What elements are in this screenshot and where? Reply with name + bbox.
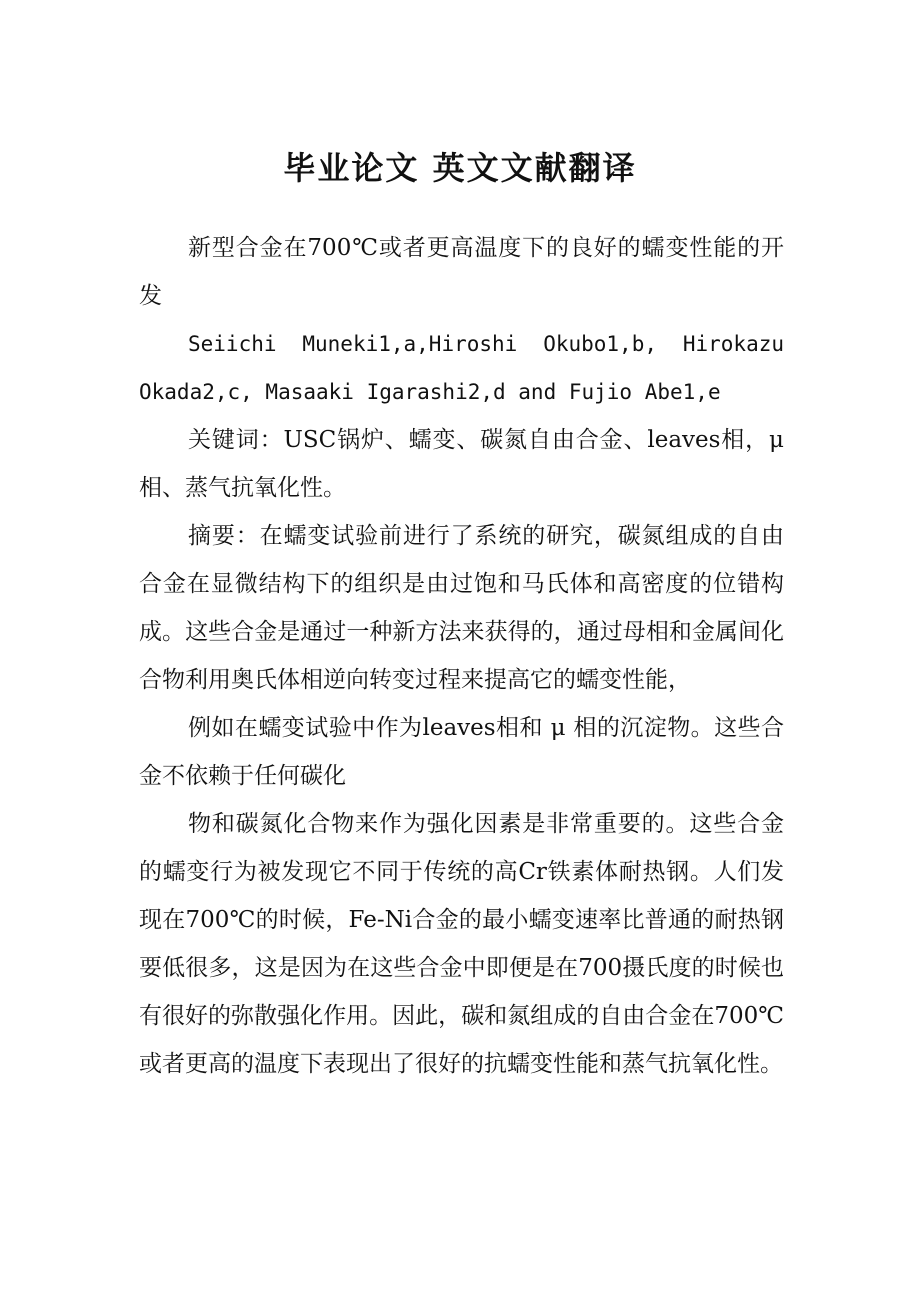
paper-title-paragraph: 新型合金在700℃或者更高温度下的良好的蠕变性能的开发	[139, 235, 784, 309]
example-paragraph: 例如在蠕变试验中作为leaves相和 μ 相的沉淀物。这些合金不依赖于任何碳化	[139, 715, 784, 789]
abstract-paragraph: 摘要：在蠕变试验前进行了系统的研究，碳氮组成的自由合金在显微结构下的组织是由过饱和马氏体和高密度的位错构成。这些合金是通过一种新方法来获得的，通过母相和金属间化合物利用奥氏体相逆向转变过程来提高它的蠕变性能，	[139, 523, 784, 693]
conclusion-paragraph: 物和碳氮化合物来作为强化因素是非常重要的。这些合金的蠕变行为被发现它不同于传统的高Cr铁素体耐热钢。人们发现在700℃的时候，Fe-Ni合金的最小蠕变速率比普通的耐热钢要低很多，这是因为在这些合金中即便是在700摄氏度的时候也有很好的弥散强化作用。因此，碳和氮组成的自由合金在700℃或者更高的温度下表现出了很好的抗蠕变性能和蒸气抗氧化性。	[139, 811, 784, 1077]
document-title: 毕业论文 英文文献翻译	[283, 149, 637, 187]
authors-paragraph: Seiichi Muneki1,a,Hiroshi Okubo1,b, Hirokazu Okada2,c, Masaaki Igarashi2,d and Fujio Abe1,e	[139, 332, 784, 404]
keywords-paragraph: 关键词：USC锅炉、蠕变、碳氮自由合金、leaves相，μ相、蒸气抗氧化性。	[139, 427, 784, 501]
document-body	[139, 224, 784, 1088]
